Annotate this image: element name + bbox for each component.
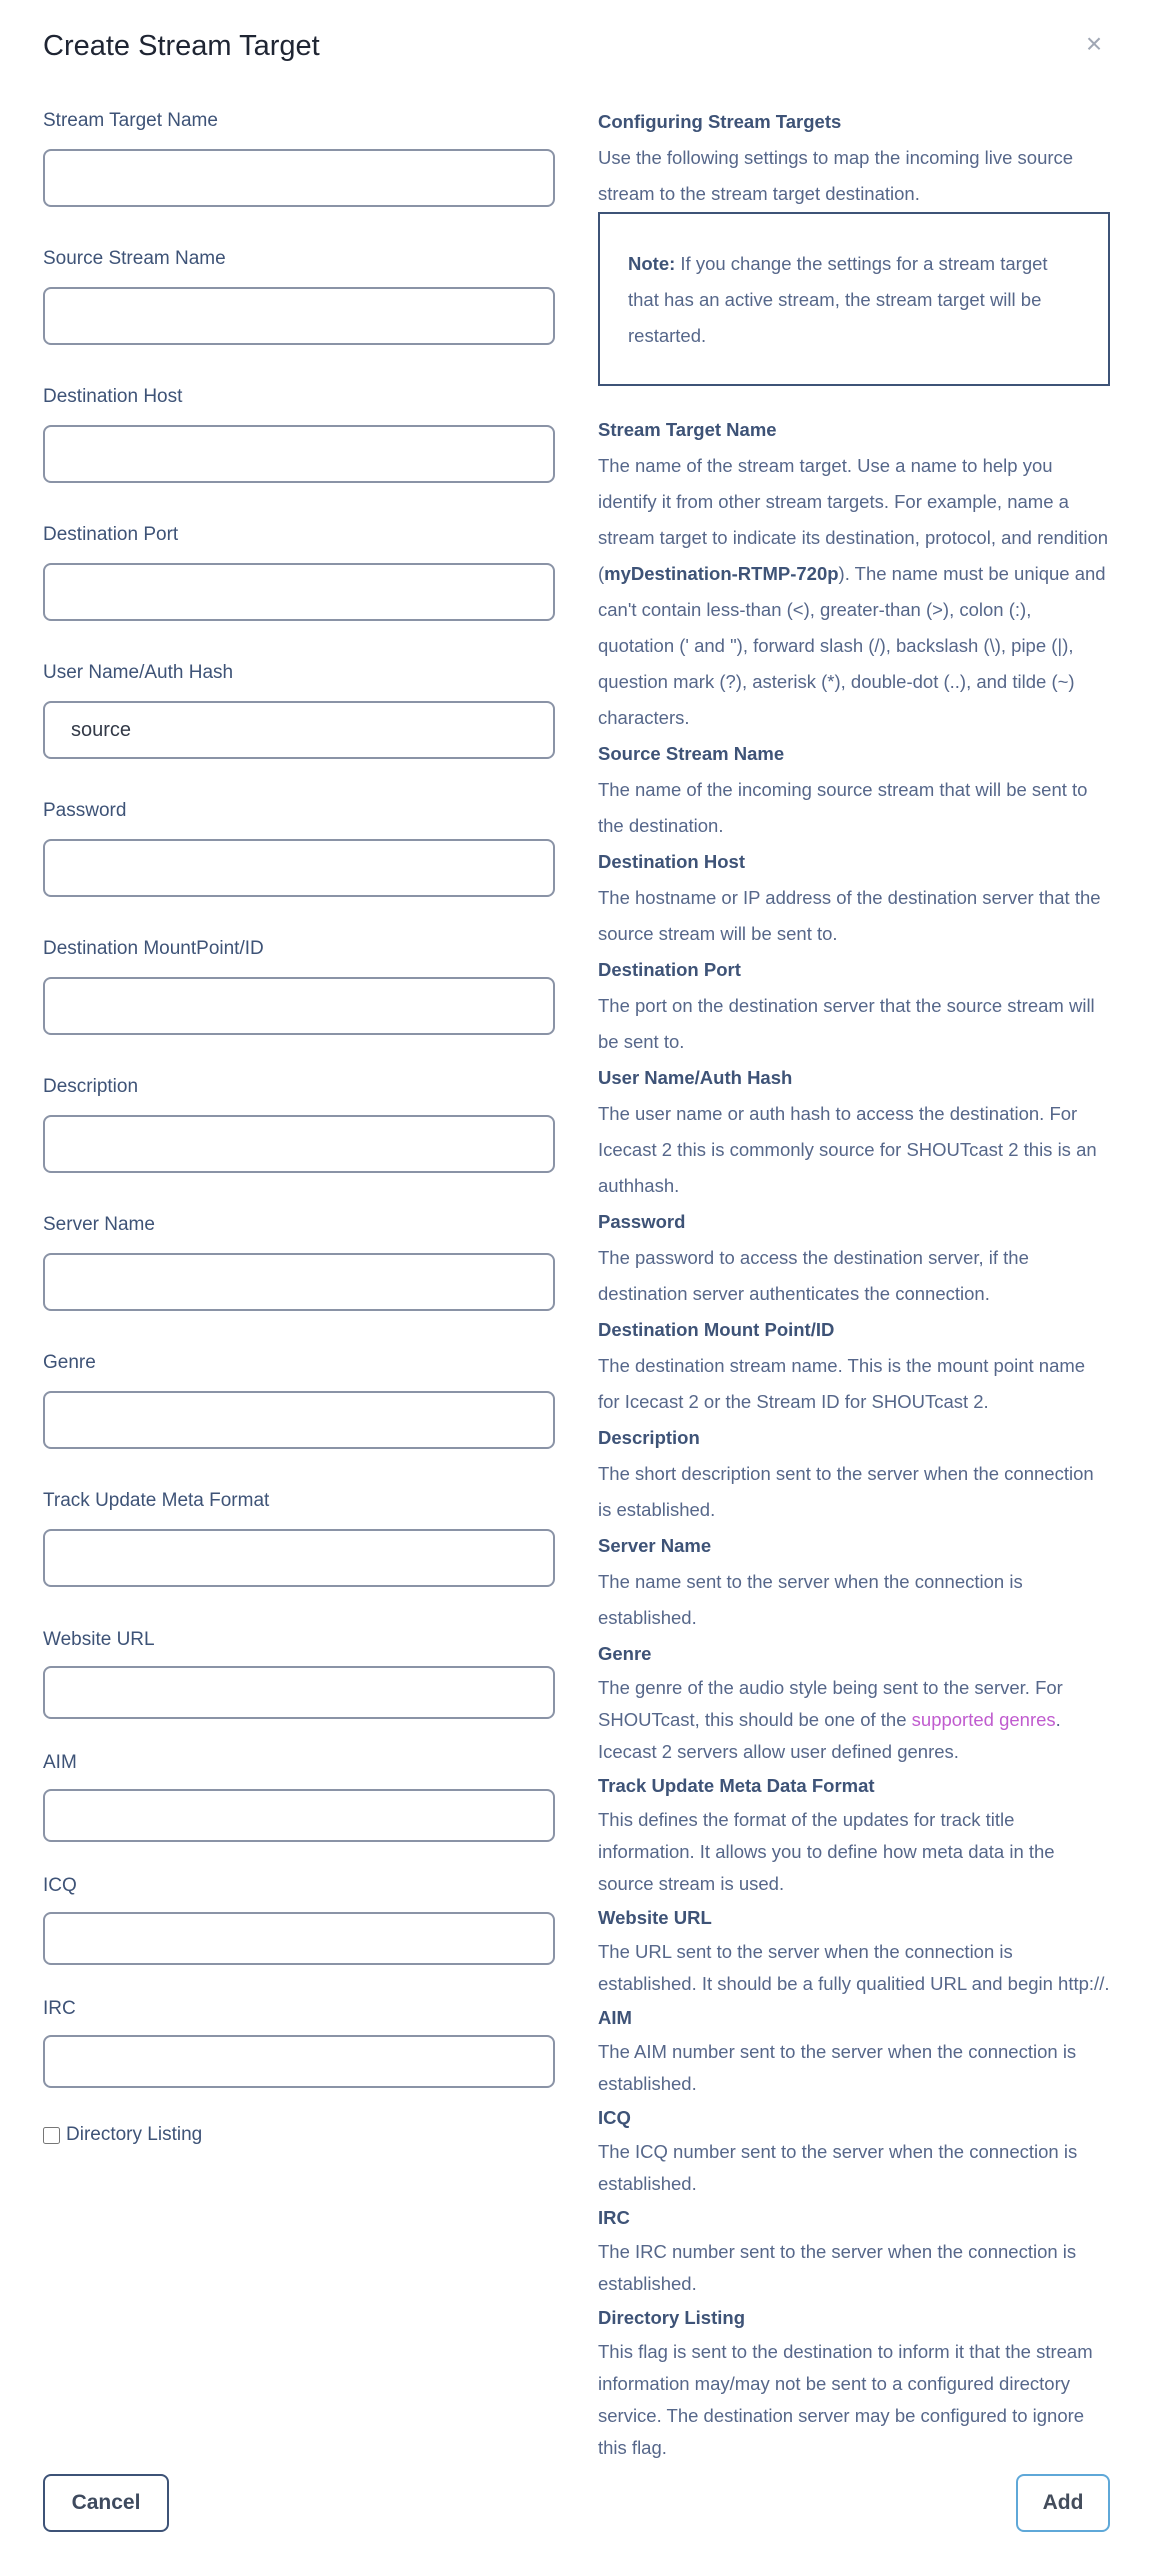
help-icq-text: The ICQ number sent to the server when the connection is established. [598,2141,1078,2194]
help-password-heading: Password [598,1211,686,1232]
aim-input[interactable] [43,1789,555,1842]
field-label-source-stream-name: Source Stream Name [43,248,226,269]
note-text: If you change the settings for a stream target that has an active stream, the stream target will be restarted. [628,253,1048,346]
help-destination-host-text: The hostname or IP address of the destination server that the source stream will be sent to. [598,887,1101,944]
help-genre-text [598,1672,1110,1768]
website-url-input[interactable] [43,1666,555,1719]
field-label-destination-mountpoint: Destination MountPoint/ID [43,938,264,959]
help-source-stream-name-heading: Source Stream Name [598,743,785,764]
directory-listing-row[interactable] [43,2124,202,2146]
field-label-destination-port: Destination Port [43,524,179,545]
supported-genres-link[interactable]: supported genres [911,1709,1056,1730]
help-irc-heading: IRC [598,2207,630,2228]
example-name: myDestination-RTMP-720p [604,563,839,584]
help-mount-point-heading: Destination Mount Point/ID [598,1319,835,1340]
help-server-name-heading: Server Name [598,1535,712,1556]
help-website-url-text: The URL sent to the server when the connection is established. It should be a fully qualitied URL and begin http://. [598,1941,1110,1994]
help-directory-listing-text: This flag is sent to the destination to inform it that the stream information may/may not be sent to a configured directory service. The destination server may be configured to ignore this flag. [598,2341,1093,2458]
help-track-update-heading: Track Update Meta Data Format [598,1775,875,1796]
field-label-description: Description [43,1076,139,1097]
field-label-server-name: Server Name [43,1214,155,1235]
help-user-name-text: The user name or auth hash to access the destination. For Icecast 2 this is commonly source for SHOUTcast 2 this is an authhash. [598,1103,1097,1196]
field-label-irc: IRC [43,1998,76,2019]
destination-mountpoint-input[interactable] [43,977,555,1035]
field-label-genre: Genre [43,1352,96,1373]
help-source-stream-name-text: The name of the incoming source stream that will be sent to the destination. [598,779,1088,836]
help-icq-heading: ICQ [598,2107,631,2128]
help-stream-target-name-text [598,448,1110,736]
track-update-meta-format-input[interactable] [43,1529,555,1587]
help-password-text: The password to access the destination server, if the destination server authenticates the connection. [598,1247,1029,1304]
help-text-part: . Icecast 2 servers allow user defined genres. [598,1709,1061,1762]
help-description-text: The short description sent to the server when the connection is established. [598,1463,1094,1520]
help-intro-text: Use the following settings to map the incoming live source stream to the stream target destination. [598,147,1074,204]
field-label-aim: AIM [43,1752,77,1773]
help-destination-port-heading: Destination Port [598,959,741,980]
field-label-password: Password [43,800,127,821]
genre-input[interactable] [43,1391,555,1449]
stream-target-name-input[interactable] [43,149,555,207]
help-aim-heading: AIM [598,2007,632,2028]
add-button[interactable]: Add [1016,2474,1110,2532]
icq-input[interactable] [43,1912,555,1965]
field-label-stream-target-name: Stream Target Name [43,110,218,131]
help-text-part: The name of the stream target. Use a name to help you identify it from other stream targets. For example, name a stream target to indicate its destination, protocol, and rendition ( [598,455,1109,584]
directory-listing-label: Directory Listing [66,2124,203,2145]
field-label-destination-host: Destination Host [43,386,183,407]
help-text-part: The genre of the audio style being sent to the server. For SHOUTcast, this should be one of the [598,1677,1063,1730]
directory-listing-checkbox[interactable] [43,2127,60,2144]
help-panel [598,104,1110,2464]
description-input[interactable] [43,1115,555,1173]
help-server-name-text: The name sent to the server when the connection is established. [598,1571,1023,1628]
close-icon[interactable]: × [1085,28,1103,59]
note-box [598,212,1110,386]
field-label-track-update-meta-format: Track Update Meta Format [43,1490,270,1511]
help-destination-host-heading: Destination Host [598,851,745,872]
cancel-button[interactable]: Cancel [43,2474,169,2532]
help-stream-target-name-heading: Stream Target Name [598,419,777,440]
destination-host-input[interactable] [43,425,555,483]
field-label-icq: ICQ [43,1875,77,1896]
help-aim-text: The AIM number sent to the server when the connection is established. [598,2041,1077,2094]
help-user-name-heading: User Name/Auth Hash [598,1067,793,1088]
user-name-input[interactable] [43,701,555,759]
dialog-title: Create Stream Target [43,30,320,62]
help-mount-point-text: The destination stream name. This is the mount point name for Icecast 2 or the Stream ID for SHOUTcast 2. [598,1355,1086,1412]
help-genre-heading: Genre [598,1643,652,1664]
help-text-part: ). The name must be unique and can't contain less-than (<), greater-than (>), colon (:), quotation (' and "), forward slash (/), backslash (\), pipe (|), question mark (?), asterisk (*), double-dot (..), and tilde (~) characters. [598,563,1106,728]
help-intro-heading: Configuring Stream Targets [598,111,842,132]
source-stream-name-input[interactable] [43,287,555,345]
help-irc-text: The IRC number sent to the server when the connection is established. [598,2241,1077,2294]
help-track-update-text: This defines the format of the updates for track title information. It allows you to define how meta data in the source stream is used. [598,1809,1055,1894]
server-name-input[interactable] [43,1253,555,1311]
help-destination-port-text: The port on the destination server that the source stream will be sent to. [598,995,1095,1052]
irc-input[interactable] [43,2035,555,2088]
password-input[interactable] [43,839,555,897]
help-description-heading: Description [598,1427,700,1448]
help-directory-listing-heading: Directory Listing [598,2307,745,2328]
field-label-website-url: Website URL [43,1629,155,1650]
help-website-url-heading: Website URL [598,1907,712,1928]
destination-port-input[interactable] [43,563,555,621]
field-label-user-name: User Name/Auth Hash [43,662,234,683]
note-label: Note: [628,253,676,274]
